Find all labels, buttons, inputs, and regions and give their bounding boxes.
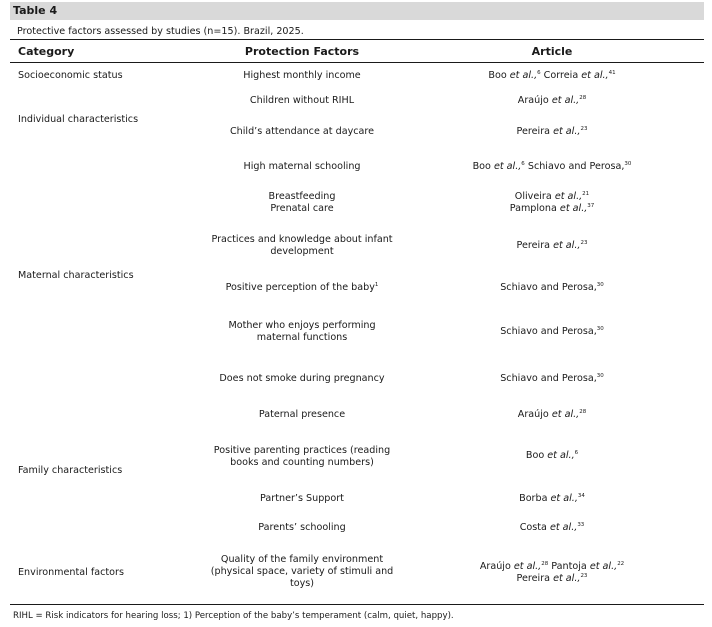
article-line: [480, 573, 624, 585]
factor-cell: [211, 234, 392, 258]
article-text: Costa: [519, 522, 550, 533]
reference-number: 28: [579, 409, 587, 415]
factor-line: Does not smoke during pregnancy: [219, 373, 385, 384]
factor-line: Partner’s Support: [260, 493, 344, 504]
factor-line: books and counting numbers): [230, 457, 374, 468]
factor-cell: [250, 95, 354, 107]
article-cell: [473, 161, 632, 173]
table-title: Table 4: [13, 4, 58, 17]
article-cell: [519, 493, 585, 505]
reference-number: 37: [587, 203, 595, 209]
article-text: Pereira: [516, 573, 554, 584]
table-footnote: RIHL = Risk indicators for hearing loss; 1) Perception of the baby’s temperament (calm, quiet, happy).: [13, 611, 454, 621]
article-et-al: et al.,: [559, 203, 588, 214]
factor-cell: [214, 445, 390, 469]
article-cell: [517, 126, 588, 138]
article-cell: [500, 373, 604, 385]
table-caption: Protective factors assessed by studies (n=15). Brazil, 2025.: [17, 26, 304, 37]
article-et-al: et al.,: [513, 561, 542, 572]
factor-line: Paternal presence: [258, 409, 346, 420]
factor-cell: [219, 373, 384, 385]
article-text: Oliveira: [514, 191, 555, 202]
article-cell: [488, 70, 615, 82]
article-cell: [517, 240, 588, 252]
factor-cell: [226, 282, 379, 294]
article-et-al: et al.,: [547, 450, 575, 461]
factor-line: toys): [289, 578, 315, 589]
article-text: Boo: [525, 450, 548, 461]
article-et-al: et al.,: [554, 191, 583, 202]
article-text: Pantoja: [548, 561, 590, 572]
reference-number: 22: [617, 561, 625, 567]
article-et-al: et al.,: [553, 126, 581, 137]
category-maternal: Maternal characteristics: [18, 270, 134, 281]
article-cell: [500, 282, 604, 294]
article-text: Araújo: [517, 409, 552, 420]
factor-cell: [259, 409, 345, 421]
category-environmental: Environmental factors: [18, 567, 124, 578]
article-cell: [520, 522, 585, 534]
article-et-al: et al.,: [581, 70, 609, 81]
article-text: Schiavo and Perosa,: [500, 282, 597, 293]
factor-cell: [211, 554, 394, 590]
factor-line: Prenatal care: [270, 203, 334, 214]
factor-line: (physical space, variety of stimuli and: [210, 566, 394, 577]
category-socioeconomic: Socioeconomic status: [18, 70, 123, 81]
article-text: Pereira: [516, 126, 554, 137]
article-text: Boo: [488, 70, 510, 81]
header-rule: [10, 62, 704, 63]
factor-line: Practices and knowledge about infant: [211, 234, 393, 245]
article-text: Borba: [519, 493, 551, 504]
article-line: [510, 191, 595, 203]
article-et-al: et al.,: [553, 240, 581, 251]
bottom-rule: [10, 604, 704, 605]
article-et-al: et al.,: [589, 561, 618, 572]
factor-line: maternal functions: [256, 332, 348, 343]
reference-number: 28: [579, 95, 587, 101]
article-et-al: et al.,: [553, 573, 581, 584]
factor-cell: [228, 320, 375, 344]
category-family: Family characteristics: [18, 465, 123, 476]
reference-number: 34: [577, 493, 585, 499]
article-text: Pamplona: [509, 203, 560, 214]
reference-number: 30: [624, 161, 632, 167]
factor-line: Quality of the family environment: [220, 554, 384, 565]
factor-line: Highest monthly income: [243, 70, 361, 81]
reference-number: 33: [577, 522, 585, 528]
category-individual: Individual characteristics: [18, 114, 139, 125]
factor-line: Positive parenting practices (reading: [213, 445, 391, 456]
article-et-al: et al.,: [493, 161, 522, 172]
article-cell: [480, 561, 624, 585]
article-text: Pereira: [516, 240, 554, 251]
reference-number: 23: [580, 240, 588, 246]
reference-number: 23: [580, 573, 588, 579]
reference-number: 21: [582, 191, 590, 197]
reference-number: 6: [521, 161, 525, 167]
article-text: Araújo: [517, 95, 552, 106]
reference-number: 30: [596, 282, 604, 288]
article-text: Schiavo and Perosa,: [500, 373, 597, 384]
reference-number: 30: [596, 373, 604, 379]
article-et-al: et al.,: [550, 493, 578, 504]
article-et-al: et al.,: [551, 95, 580, 106]
article-text: Schiavo and Perosa,: [500, 326, 597, 337]
article-line: [480, 561, 624, 573]
article-et-al: et al.,: [551, 409, 580, 420]
article-text: Correia: [540, 70, 582, 81]
article-cell: [500, 326, 604, 338]
article-line: [510, 203, 595, 215]
footnote-mark: 1: [374, 282, 379, 288]
factor-cell: [243, 161, 360, 173]
reference-number: 28: [541, 561, 549, 567]
factor-text: Positive perception of the baby: [225, 282, 375, 293]
article-text: Boo: [472, 161, 494, 172]
factor-line: development: [270, 246, 334, 257]
factor-line: Child’s attendance at daycare: [229, 126, 375, 137]
article-cell: [518, 409, 586, 421]
article-cell: [510, 191, 595, 215]
reference-number: 6: [574, 450, 579, 456]
factor-line: Mother who enjoys performing: [228, 320, 376, 331]
factor-cell: [243, 70, 360, 82]
article-text: Araújo: [479, 561, 514, 572]
factor-line: Breastfeeding: [268, 191, 336, 202]
article-cell: [518, 95, 586, 107]
reference-number: 23: [580, 126, 588, 132]
factor-cell: [258, 522, 345, 534]
reference-number: 41: [608, 70, 616, 76]
reference-number: 30: [596, 326, 604, 332]
factor-cell: [260, 493, 344, 505]
table-title-bar: [10, 2, 704, 20]
factor-line: Parents’ schooling: [258, 522, 346, 533]
factor-line: High maternal schooling: [243, 161, 361, 172]
header-article: Article: [531, 45, 573, 58]
factor-cell: [230, 126, 374, 138]
reference-number: 6: [537, 70, 541, 76]
article-et-al: et al.,: [549, 522, 578, 533]
header-category: Category: [18, 45, 75, 58]
article-cell: [526, 450, 578, 462]
article-text: Schiavo and Perosa,: [524, 161, 625, 172]
factor-line: Children without RIHL: [249, 95, 355, 106]
article-et-al: et al.,: [509, 70, 538, 81]
factor-cell: [269, 191, 336, 215]
header-protection-factors: Protection Factors: [244, 45, 360, 58]
factor-line: [226, 282, 379, 294]
top-rule: [10, 39, 704, 40]
